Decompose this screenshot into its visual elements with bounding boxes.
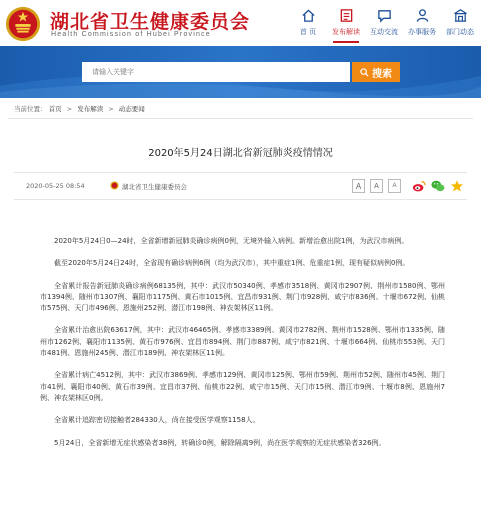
home-icon [301,8,316,23]
publish-date: 2020-05-25 08:54 [26,182,85,190]
nav-item-home[interactable] [289,8,327,37]
building-icon [453,8,468,23]
divider [8,118,473,119]
article-paragraph: 2020年5月24日0—24时，全省新增新冠肺炎确诊病例0例，无境外输入病例。新增治愈出院1例，为武汉市病例。 [54,237,409,245]
nav-label: 互动交流 [370,28,398,36]
breadcrumb [14,104,145,113]
breadcrumb-home-link[interactable]: 首页 [48,105,62,113]
search-button[interactable] [352,62,400,82]
nav-label: 部门动态 [446,28,474,36]
source-icon [110,181,119,190]
nav-label: 办事服务 [408,28,436,36]
article-paragraph: 截至2020年5月24日24时，全省现有确诊病例6例（均为武汉市），其中重症1例、危重症1例，现有疑似病例0例。 [54,259,410,268]
article-paragraph: 全省累计病亡4512例，其中：武汉市3869例、孝感市129例、黄冈市125例、鄂州市59例、荆州市52例、随州市45例、荆门市41例、襄阳市40例、黄石市39例、宜昌市37例、仙桃市22例、咸宁市15例、天门市15例、潜江市9例、十堰市8例、恩施州7例、神农架林区0例。 [40,371,445,402]
article-meta-bar [14,172,467,200]
article-paragraph: 5月24日，全省新增无症状感染者38例，转确诊0例，解除隔离9例，尚在医学观察的无症状感染者326例。 [54,438,386,447]
article-paragraph: 全省累计报告新冠肺炎确诊病例68135例，其中：武汉市50340例、孝感市3518例、黄冈市2907例、荆州市1580例、鄂州市1394例、随州市1307例、襄阳市1175例、黄石市1015例、宜昌市931例、荆门市928例、咸宁市836例、十堰市672例、仙桃市575例、天门市496例、恩施州252例、潜江市198例、神农架林区11例。 [40,281,445,313]
nav-item-department[interactable] [441,8,479,37]
user-service-icon [415,8,430,23]
nav-item-publish[interactable] [327,8,365,37]
font-size-large-button[interactable] [352,179,365,193]
weibo-icon[interactable] [412,179,426,193]
font-size-label: A [355,181,362,191]
breadcrumb-prefix: 当前位置： [14,105,47,113]
font-size-label: A [392,183,397,189]
breadcrumb-publish-link[interactable]: 发布解读 [77,105,104,113]
site-header [0,0,481,46]
breadcrumb-news-link[interactable]: 动态要闻 [118,105,145,113]
nav-label: 首 页 [299,28,317,36]
site-title[interactable]: 湖北省卫生健康委员会 [50,11,251,33]
nav-item-services[interactable] [403,8,441,37]
font-size-small-button[interactable] [388,179,401,193]
wechat-icon[interactable] [431,179,445,193]
article-paragraph: 全省累计治愈出院63617例，其中：武汉市46465例、孝感市3389例、黄冈市2782例、荆州市1528例、鄂州市1335例、随州市1262例、襄阳市1135例、黄石市976例、宜昌市894例、荆门市887例、咸宁市821例、十堰市664例、仙桃市553例、天门市481例、恩施州245例、潜江市189例、神农架林区11例。 [40,326,445,358]
main-nav [289,8,479,37]
article-body [40,236,445,460]
article-source: 湖北省卫生健康委员会 [122,183,187,191]
favorite-star-icon[interactable] [450,179,464,193]
search-button-label: 搜索 [372,68,392,80]
publish-icon [339,8,354,23]
breadcrumb-separator: > [108,105,114,113]
font-size-medium-button[interactable] [370,179,383,193]
chat-icon [377,8,392,23]
national-emblem-icon [4,5,42,43]
site-subtitle: Health Commission of Hubei Province [51,31,211,38]
article-paragraph: 全省累计追踪密切接触者284330人，尚在接受医学观察1158人。 [54,416,260,425]
search-banner [0,46,481,98]
font-size-label: A [374,182,379,190]
nav-label: 发布解读 [332,28,360,36]
article-title: 2020年5月24日湖北省新冠肺炎疫情情况 [148,148,333,159]
breadcrumb-separator: > [66,105,73,113]
search-icon [360,68,369,77]
search-input[interactable] [82,62,350,82]
nav-item-interaction[interactable] [365,8,403,37]
